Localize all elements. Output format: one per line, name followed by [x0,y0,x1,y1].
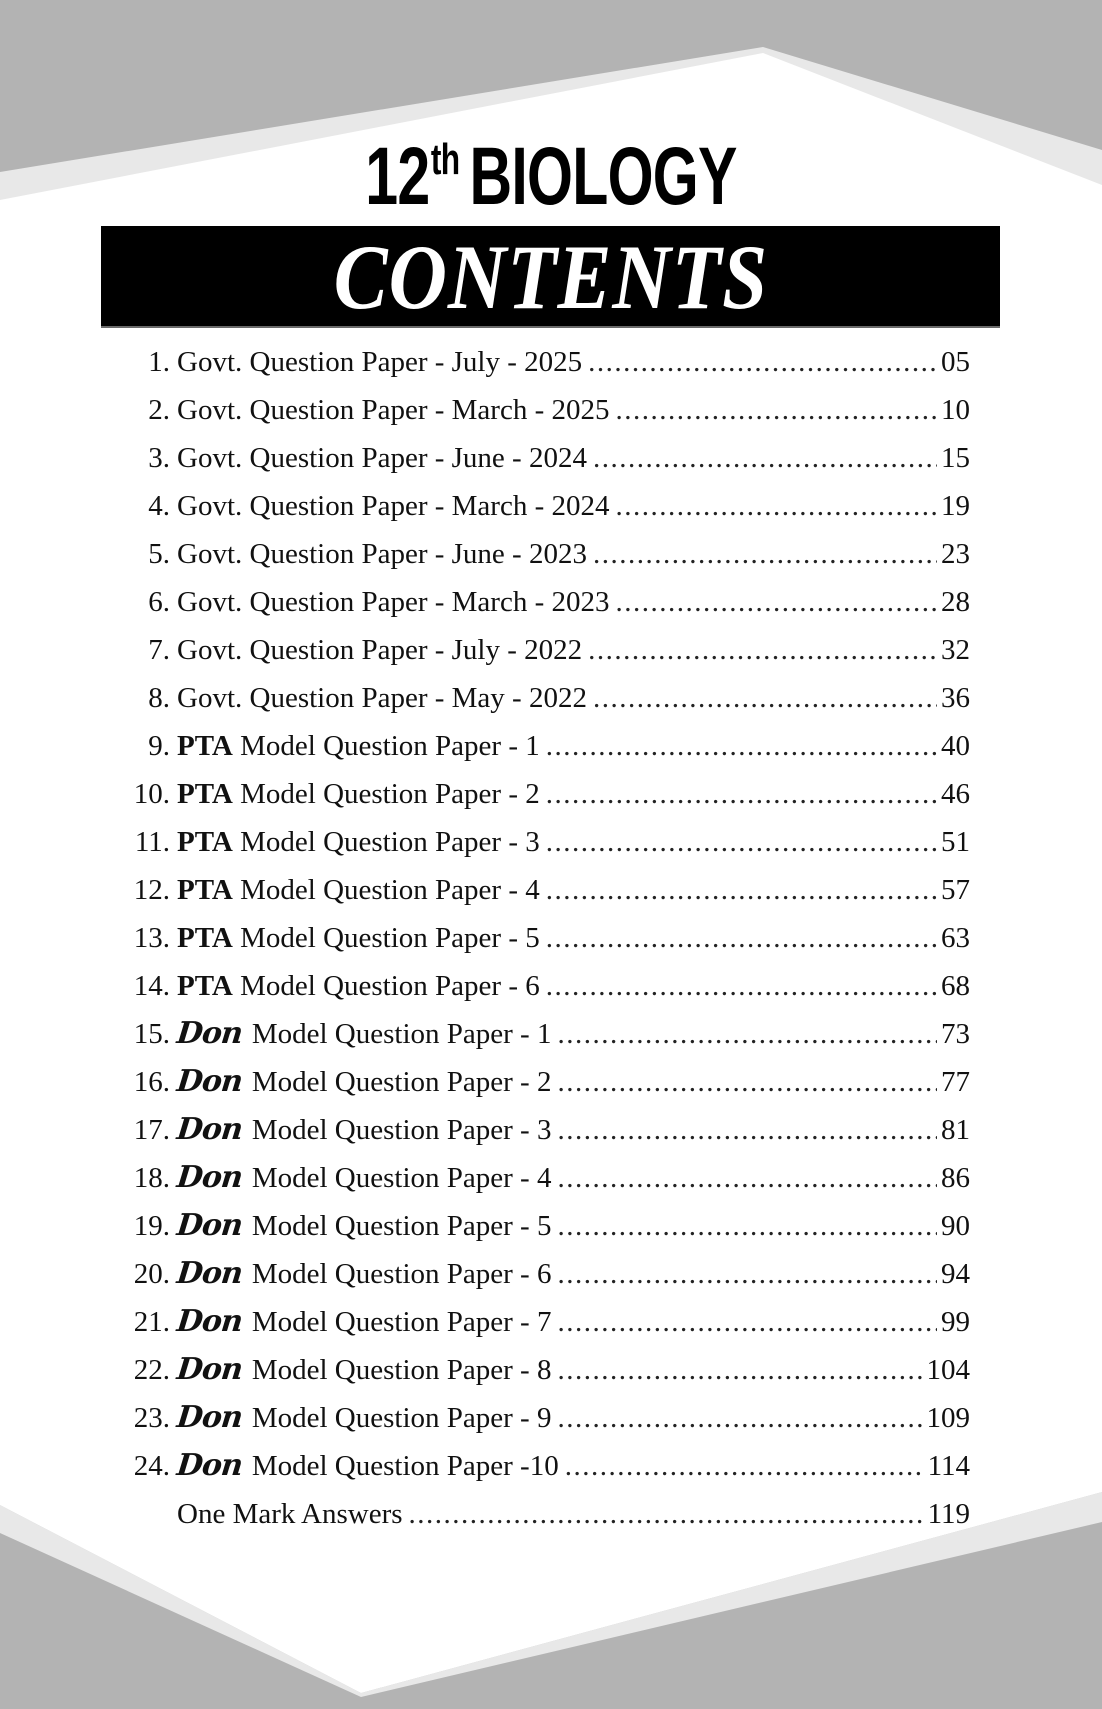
toc-leader-dots [557,1346,922,1394]
toc-entry-body [177,1154,970,1202]
toc-entry-title: Model Question Paper - 6 [240,970,540,1002]
toc-entry-page-number: 46 [941,778,970,810]
toc-entry-page-number: 114 [927,1450,970,1482]
toc-leader-dots [546,962,937,1010]
toc-leader-dots [557,1058,937,1106]
toc-entry-page-number: 28 [941,586,970,618]
toc-entry-label [177,962,540,1010]
toc-entry-label [177,770,540,818]
toc-entry-number: 20. [133,1258,170,1290]
toc-entry-page-number: 99 [941,1306,970,1338]
toc-entry-label [177,1490,403,1538]
toc-entry-title: Model Question Paper - 2 [240,778,540,810]
toc-entry-number: 24. [133,1450,170,1482]
toc-entry[interactable] [0,962,1102,1010]
toc-entry-label [177,866,540,914]
don-logo-icon: Don [175,1160,244,1195]
toc-entry[interactable] [0,338,1102,386]
toc-entry[interactable] [0,1346,1102,1394]
toc-entry[interactable] [0,866,1102,914]
toc-entry-page-number: 57 [941,874,970,906]
toc-entry-page-number: 10 [941,394,970,426]
toc-entry[interactable] [0,1298,1102,1346]
toc-entry-body [177,914,970,962]
toc-entry[interactable] [0,1154,1102,1202]
toc-entry-number: 7. [148,634,170,666]
toc-entry-title: Model Question Paper -10 [251,1450,559,1482]
toc-entry-label [177,1298,551,1346]
title-subject: BIOLOGY [469,131,737,222]
toc-entry-number: 12. [133,874,170,906]
toc-entry-title: Model Question Paper - 8 [251,1354,552,1386]
toc-entry-prefix: PTA [177,970,233,1002]
don-logo-icon: Don [175,1064,244,1099]
toc-entry-label [177,722,540,770]
toc-leader-dots [588,626,937,674]
toc-entry-title: Govt. Question Paper - March - 2024 [177,490,610,522]
toc-entry-number: 18. [133,1162,170,1194]
toc-entry-body [177,770,970,818]
toc-entry-body [177,338,970,386]
toc-entry-number: 15. [133,1018,170,1050]
toc-entry-body [177,1202,970,1250]
toc-entry-label [177,578,610,626]
toc-entry-body [177,482,970,530]
toc-entry[interactable] [0,386,1102,434]
toc-entry-label [177,434,587,482]
toc-entry[interactable] [0,626,1102,674]
toc-leader-dots [588,338,937,386]
toc-leader-dots [557,1202,937,1250]
toc-entry-page-number: 23 [941,538,970,570]
toc-entry[interactable] [0,674,1102,722]
toc-entry-title: Model Question Paper - 4 [251,1162,552,1194]
toc-entry-number: 3. [148,442,170,474]
toc-entry[interactable] [0,818,1102,866]
toc-entry-title: Model Question Paper - 4 [240,874,540,906]
toc-leader-dots [546,770,937,818]
toc-entry-body [177,1010,970,1058]
toc-entry[interactable] [0,1442,1102,1490]
don-logo-icon: Don [175,1304,244,1339]
toc-entry-prefix: PTA [177,922,233,954]
toc-entry-title: Model Question Paper - 5 [240,922,540,954]
toc-entry[interactable] [0,1010,1102,1058]
toc-entry-prefix: PTA [177,826,233,858]
toc-entry-label [177,818,540,866]
toc-entry-title: Govt. Question Paper - March - 2023 [177,586,610,618]
toc-entry-title: Model Question Paper - 5 [251,1210,552,1242]
toc-entry-number: 17. [133,1114,170,1146]
toc-entry-number: 19. [133,1210,170,1242]
toc-entry-page-number: 86 [941,1162,970,1194]
toc-entry-label [177,1202,551,1250]
don-logo-icon: Don [175,1112,244,1147]
toc-entry-body [177,962,970,1010]
don-logo-icon: Don [175,1016,244,1051]
toc-entry-label [177,530,587,578]
toc-entry-prefix: PTA [177,730,233,762]
toc-entry-number: 13. [133,922,170,954]
toc-entry-body [177,434,970,482]
toc-leader-dots [557,1394,922,1442]
toc-entry-number: 5. [148,538,170,570]
toc-entry[interactable] [0,530,1102,578]
toc-entry-label [177,482,610,530]
toc-entry-label [177,674,587,722]
toc-entry-number: 1. [148,346,170,378]
toc-entry-body [177,722,970,770]
toc-entry-body [177,1442,970,1490]
toc-entry-title: Govt. Question Paper - July - 2022 [177,634,583,666]
toc-entry-body [177,530,970,578]
toc-entry[interactable] [0,1058,1102,1106]
toc-entry-label [177,338,582,386]
don-logo-icon: Don [175,1448,244,1483]
toc-entry-body [177,866,970,914]
toc-entry-number: 4. [148,490,170,522]
toc-entry-page-number: 40 [941,730,970,762]
page-title [0,131,1102,231]
toc-entry-page-number: 51 [941,826,970,858]
toc-entry-label [177,1106,551,1154]
toc-leader-dots [565,1442,924,1490]
toc-entry-label [177,1058,551,1106]
toc-entry-label [177,626,582,674]
toc-entry-title: Model Question Paper - 7 [251,1306,552,1338]
toc-entry-number: 21. [133,1306,170,1338]
toc-entry-label [177,914,540,962]
toc-entry-label [177,1154,551,1202]
toc-entry-number: 9. [148,730,170,762]
toc-entry[interactable] [0,914,1102,962]
don-logo-icon: Don [175,1352,244,1387]
toc-entry-page-number: 73 [941,1018,970,1050]
toc-entry-number: 22. [133,1354,170,1386]
toc-entry[interactable] [0,578,1102,626]
toc-entry-page-number: 119 [927,1498,970,1530]
toc-entry-title: Model Question Paper - 1 [240,730,540,762]
toc-entry[interactable] [0,1250,1102,1298]
toc-entry-title: One Mark Answers [177,1498,403,1530]
toc-entry-page-number: 77 [941,1066,970,1098]
toc-entry-title: Govt. Question Paper - July - 2025 [177,346,583,378]
toc-leader-dots [409,1490,924,1538]
toc-entry-page-number: 19 [941,490,970,522]
toc-entry[interactable] [0,1106,1102,1154]
contents-heading: CONTENTS [333,226,768,328]
toc-entry-body [177,1346,970,1394]
toc-entry-label [177,1394,551,1442]
toc-entry-page-number: 32 [941,634,970,666]
toc-entry-number: 16. [133,1066,170,1098]
toc-entry-number: 6. [148,586,170,618]
toc-entry-body [177,1058,970,1106]
toc-entry-title: Govt. Question Paper - March - 2025 [177,394,610,426]
toc-entry-body [177,818,970,866]
toc-entry-prefix: PTA [177,874,233,906]
toc-entry-page-number: 15 [941,442,970,474]
toc-entry-title: Model Question Paper - 2 [251,1066,552,1098]
toc-entry-number: 10. [133,778,170,810]
toc-entry-title: Model Question Paper - 3 [251,1114,552,1146]
toc-entry-label [177,1010,551,1058]
toc-entry[interactable] [0,1202,1102,1250]
toc-entry-page-number: 05 [941,346,970,378]
toc-entry-label [177,1442,559,1490]
toc-leader-dots [546,866,937,914]
toc-leader-dots [546,818,937,866]
toc-entry-label [177,386,610,434]
don-logo-icon: Don [175,1208,244,1243]
contents-banner [101,226,1000,328]
toc-entry[interactable] [0,1490,1102,1538]
toc-entry[interactable] [0,434,1102,482]
toc-entry-page-number: 90 [941,1210,970,1242]
toc-leader-dots [557,1298,937,1346]
toc-leader-dots [593,434,937,482]
toc-entry-page-number: 94 [941,1258,970,1290]
don-logo-icon: Don [175,1256,244,1291]
toc-entry-title: Model Question Paper - 3 [240,826,540,858]
toc-entry-title: Govt. Question Paper - June - 2024 [177,442,587,474]
toc-entry-title: Model Question Paper - 9 [251,1402,552,1434]
toc-entry[interactable] [0,1394,1102,1442]
toc-entry-body [177,674,970,722]
toc-entry-body [177,386,970,434]
toc-entry-number: 11. [134,826,170,858]
toc-entry[interactable] [0,482,1102,530]
don-logo-icon: Don [175,1400,244,1435]
title-grade-suffix: th [430,135,460,184]
title-text [365,131,737,231]
toc-leader-dots [557,1106,937,1154]
toc-leader-dots [557,1250,937,1298]
toc-entry-label [177,1250,551,1298]
toc-entry-page-number: 81 [941,1114,970,1146]
toc-leader-dots [546,914,937,962]
toc-leader-dots [557,1010,937,1058]
toc-leader-dots [616,578,938,626]
toc-entry-title: Model Question Paper - 6 [251,1258,552,1290]
toc-entry-body [177,1490,970,1538]
toc-entry-body [177,1250,970,1298]
toc-entry-body [177,578,970,626]
toc-leader-dots [557,1154,937,1202]
toc-leader-dots [616,386,938,434]
toc-entry-prefix: PTA [177,778,233,810]
toc-entry-number: 23. [133,1402,170,1434]
toc-entry-number: 2. [148,394,170,426]
toc-entry-title: Model Question Paper - 1 [251,1018,552,1050]
toc-entry-body [177,1298,970,1346]
toc-entry-title: Govt. Question Paper - May - 2022 [177,682,587,714]
toc-entry-body [177,1394,970,1442]
toc-entry-page-number: 63 [941,922,970,954]
toc-entry-page-number: 109 [926,1402,970,1434]
toc-leader-dots [546,722,937,770]
toc-entry-number: 14. [133,970,170,1002]
toc-entry-number: 8. [148,682,170,714]
toc-entry[interactable] [0,770,1102,818]
toc-leader-dots [616,482,938,530]
toc-leader-dots [593,530,937,578]
toc-entry-body [177,626,970,674]
toc-entry-page-number: 104 [926,1354,970,1386]
toc-entry[interactable] [0,722,1102,770]
toc-entry-page-number: 36 [941,682,970,714]
title-grade: 12 [365,131,430,222]
toc-entry-title: Govt. Question Paper - June - 2023 [177,538,587,570]
toc-leader-dots [593,674,937,722]
toc-entry-body [177,1106,970,1154]
toc-entry-label [177,1346,551,1394]
toc-entry-page-number: 68 [941,970,970,1002]
